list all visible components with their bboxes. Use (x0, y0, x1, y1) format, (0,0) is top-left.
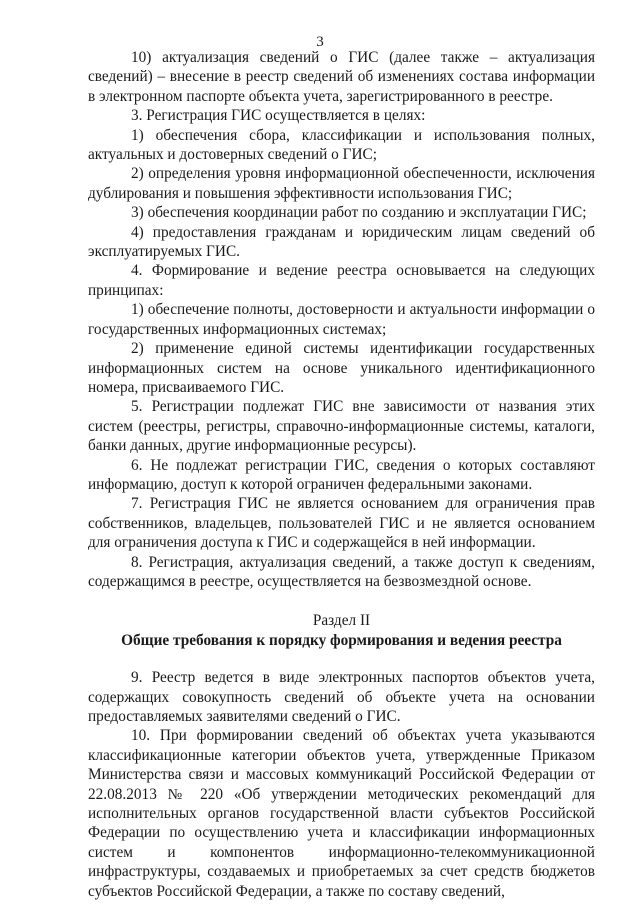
paragraph: 10) актуализация сведений о ГИС (далее также – актуализация сведений) – внесение в реестр сведений об изменениях состава информации в электронном паспорте объекта учета, зарегистрированного в реестре. (88, 49, 595, 105)
paragraph: 1) обеспечение полноты, достоверности и актуальности информации о государственных информационных системах; (88, 301, 595, 338)
paragraph: 9. Реестр ведется в виде электронных паспортов объектов учета, содержащих совокупность сведений об объекте учета на основании предоставляемых заявителями сведений о ГИС. (88, 669, 595, 725)
paragraph: 2) определения уровня информационной обеспеченности, исключения дублирования и повышения эффективности использования ГИС; (88, 165, 595, 202)
paragraph: 6. Не подлежат регистрации ГИС, сведения о которых составляют информацию, доступ к которой ограничен федеральными законами. (88, 456, 595, 493)
paragraph: 5. Регистрации подлежат ГИС вне зависимости от названия этих систем (реестры, регистры, справочно-информационные системы, каталоги, банки данных, другие информационные ресурсы). (88, 398, 595, 455)
paragraph: 2) применение единой системы идентификации государственных информационных систем на основе уникального идентификационного номера, присваиваемого ГИС. (88, 340, 595, 396)
paragraph: 10. При формировании сведений об объектах учета указываются классификационные категории объектов учета, утвержденные Приказом Министерства связи и массовых коммуникаций Российской Федерации от 22.08.2013 № 220 «Об утверждении методических рекомендаций для исполнительных органов государственной власти субъектов Российской Федерации по осуществлению учета и классификации информационных систем и компонентов информационно-телекоммуникационной инфраструктуры, создаваемых и приобретаемых за счет средств бюджетов субъектов Российской Федерации, а также по составу сведений, (88, 727, 595, 900)
paragraph: 7. Регистрация ГИС не является основанием для ограничения прав собственников, владельцев, пользователей ГИС и не является основанием для ограничения доступа к ГИС и содержащейся в ней информации. (88, 495, 595, 552)
page-number: 3 (316, 34, 324, 50)
section-title: Общие требования к порядку формирования и ведения реестра (121, 631, 562, 649)
paragraph: 1) обеспечения сбора, классификации и использования полных, актуальных и достоверных сведений о ГИС; (88, 126, 595, 164)
paragraph: 3. Регистрация ГИС осуществляется в целях: (131, 107, 426, 125)
section-label: Раздел II (312, 612, 371, 630)
section-body (88, 668, 595, 901)
section-heading (88, 611, 595, 650)
paragraph: 8. Регистрация, актуализация сведений, а также доступ к сведениям, содержащимся в реестре, осуществляется на безвозмездной основе. (88, 553, 595, 590)
paragraph: 3) обеспечения координации работ по созданию и эксплуатации ГИС; (131, 204, 587, 222)
paragraph: 4. Формирование и ведение реестра основывается на следующих принципах: (88, 262, 595, 299)
document-body (88, 48, 595, 901)
paragraph: 4) предоставления гражданам и юридическим лицам сведений об эксплуатируемых ГИС. (88, 223, 595, 261)
